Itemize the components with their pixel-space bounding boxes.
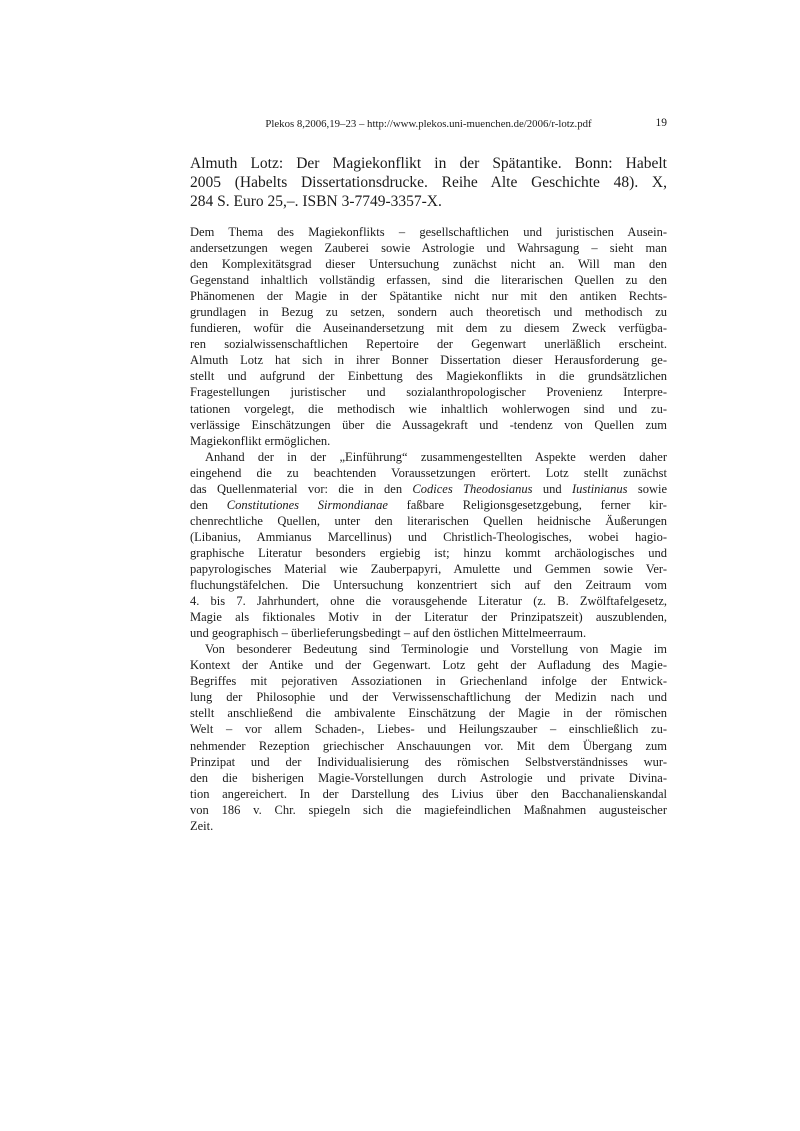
body-line: den Komplexitätsgrad dieser Untersuchung zunächst nicht an. Will man den (190, 257, 667, 272)
body-line: Welt – vor allem Schaden-, Liebes- und Heilungszauber – einschließlich zu- (190, 722, 667, 737)
body-line: eingehend die zu beachtenden Voraussetzungen erörtert. Lotz stellt zunächst (190, 465, 667, 480)
body-line: 4. bis 7. Jahrhundert, ohne die vorausgehende Literatur (z. B. Zwölftafelgesetz, (190, 594, 667, 609)
paragraph (190, 641, 667, 834)
body-line: lung der Philosophie und der Verwissenschaftlichung der Medizin nach und (190, 690, 667, 705)
body-line: Magie als fiktionales Motiv in der Literatur der Prinzipatszeit) auszublenden, (190, 610, 667, 625)
body-line: den Constitutiones Sirmondianae faßbare Religionsgesetzgebung, ferner kir- (190, 497, 667, 512)
body-line: Kontext der Antike und der Gegenwart. Lotz geht der Aufladung des Magie- (190, 658, 667, 673)
body-line: Fragestellungen juristischer und sozialanthropologischer Provenienz Interpre- (190, 385, 667, 400)
body-line: stellt und aufgrund der Einbettung des Magiekonflikts in die grundsätzlichen (190, 369, 667, 384)
body-line: und geographisch – überlieferungsbedingt – auf den östlichen Mittelmeerraum. (190, 626, 587, 641)
review-body (190, 224, 667, 834)
body-line: von 186 v. Chr. spiegeln sich die magiefeindlichen Maßnahmen augusteischer (190, 802, 667, 817)
italic-term: Constitutiones Sirmondianae (226, 497, 388, 512)
body-line: tationen vorgelegt, die methodisch wie inhaltlich wohlerwogen sind und zu- (190, 401, 667, 416)
paragraph (190, 449, 667, 642)
body-line: graphische Literatur besonders ergiebig ist; hinzu kommt archäologisches und (190, 545, 667, 560)
body-line: stellt anschließend die ambivalente Einschätzung der Magie in der römischen (190, 706, 667, 721)
paragraph (190, 224, 667, 449)
body-line: verlässige Einschätzungen über die Aussagekraft und -tendenz von Quellen zum (190, 417, 667, 432)
body-line: das Quellenmaterial vor: die in den Codices Theodosianus und Iustinianus sowie (190, 481, 668, 496)
body-line: Prinzipat und der Individualisierung des römischen Selbstverständnisses wur- (190, 754, 667, 769)
body-line: (Libanius, Ammianus Marcellinus) und Christlich-Theologisches, wobei hagio- (190, 529, 667, 544)
body-line: Von besonderer Bedeutung sind Terminologie und Vorstellung von Magie im (205, 642, 667, 657)
body-line: Begriffes mit pejorativen Assoziationen in Griechenland infolge der Entwick- (190, 674, 667, 689)
body-line: chenrechtliche Quellen, unter den literarischen Quellen heidnische Äußerungen (190, 513, 667, 528)
review-title (190, 154, 667, 212)
title-line: 2005 (Habelts Dissertationsdrucke. Reihe Alte Geschichte 48). X, (190, 174, 667, 192)
body-line: Almuth Lotz hat sich in ihrer Bonner Dissertation dieser Herausforderung ge- (190, 353, 667, 368)
title-line: 284 S. Euro 25,–. ISBN 3-7749-3357-X. (190, 193, 442, 211)
body-line: fundieren, wofür die Auseinandersetzung mit dem zu diesem Zweck verfügba- (190, 321, 667, 336)
body-line: nehmender Rezeption griechischer Anschauungen vor. Mit dem Übergang zum (190, 738, 667, 753)
title-line: Almuth Lotz: Der Magiekonflikt in der Spätantike. Bonn: Habelt (190, 155, 667, 172)
body-line: Phänomenen der Magie in der Spätantike nicht nur mit den antiken Rechts- (190, 289, 667, 304)
body-line: Anhand der in der „Einführung“ zusammengestellten Aspekte werden daher (205, 449, 667, 464)
body-line: Zeit. (190, 818, 214, 833)
page-number: 19 (655, 117, 667, 129)
body-line: tion angereichert. In der Darstellung des Livius über den Bacchanalienskandal (190, 786, 667, 801)
body-line: ren sozialwissenschaftlichen Repertoire der Gegenwart unerläßlich erscheint. (190, 337, 667, 352)
page-header (190, 118, 667, 131)
running-title: Plekos 8,2006,19–23 – http://www.plekos.uni-muenchen.de/2006/r-lotz.pdf (265, 118, 592, 130)
body-line: papyrologisches Material wie Zauberpapyri, Amulette und Gemmen sowie Ver- (190, 561, 667, 576)
body-line: Magiekonflikt ermöglichen. (190, 433, 331, 448)
body-line: fluchungstäfelchen. Die Untersuchung konzentriert sich auf den Zeitraum vom (190, 578, 667, 593)
body-line: den die bisherigen Magie-Vorstellungen durch Astrologie und private Divina- (190, 770, 667, 785)
italic-term: Iustinianus (571, 481, 628, 496)
body-line: grundlagen in Bezug zu setzen, sondern auch theoretisch und methodisch zu (190, 305, 667, 320)
body-line: Gegenstand inhaltlich vollständig erfassen, sind die literarischen Quellen zu den (190, 273, 667, 288)
body-line: andersetzungen wegen Zauberei sowie Astrologie und Wahrsagung – sieht man (190, 241, 667, 256)
italic-term: Codices Theodosianus (412, 481, 533, 496)
body-line: Dem Thema des Magiekonflikts – gesellschaftlichen und juristischen Ausein- (190, 225, 667, 239)
